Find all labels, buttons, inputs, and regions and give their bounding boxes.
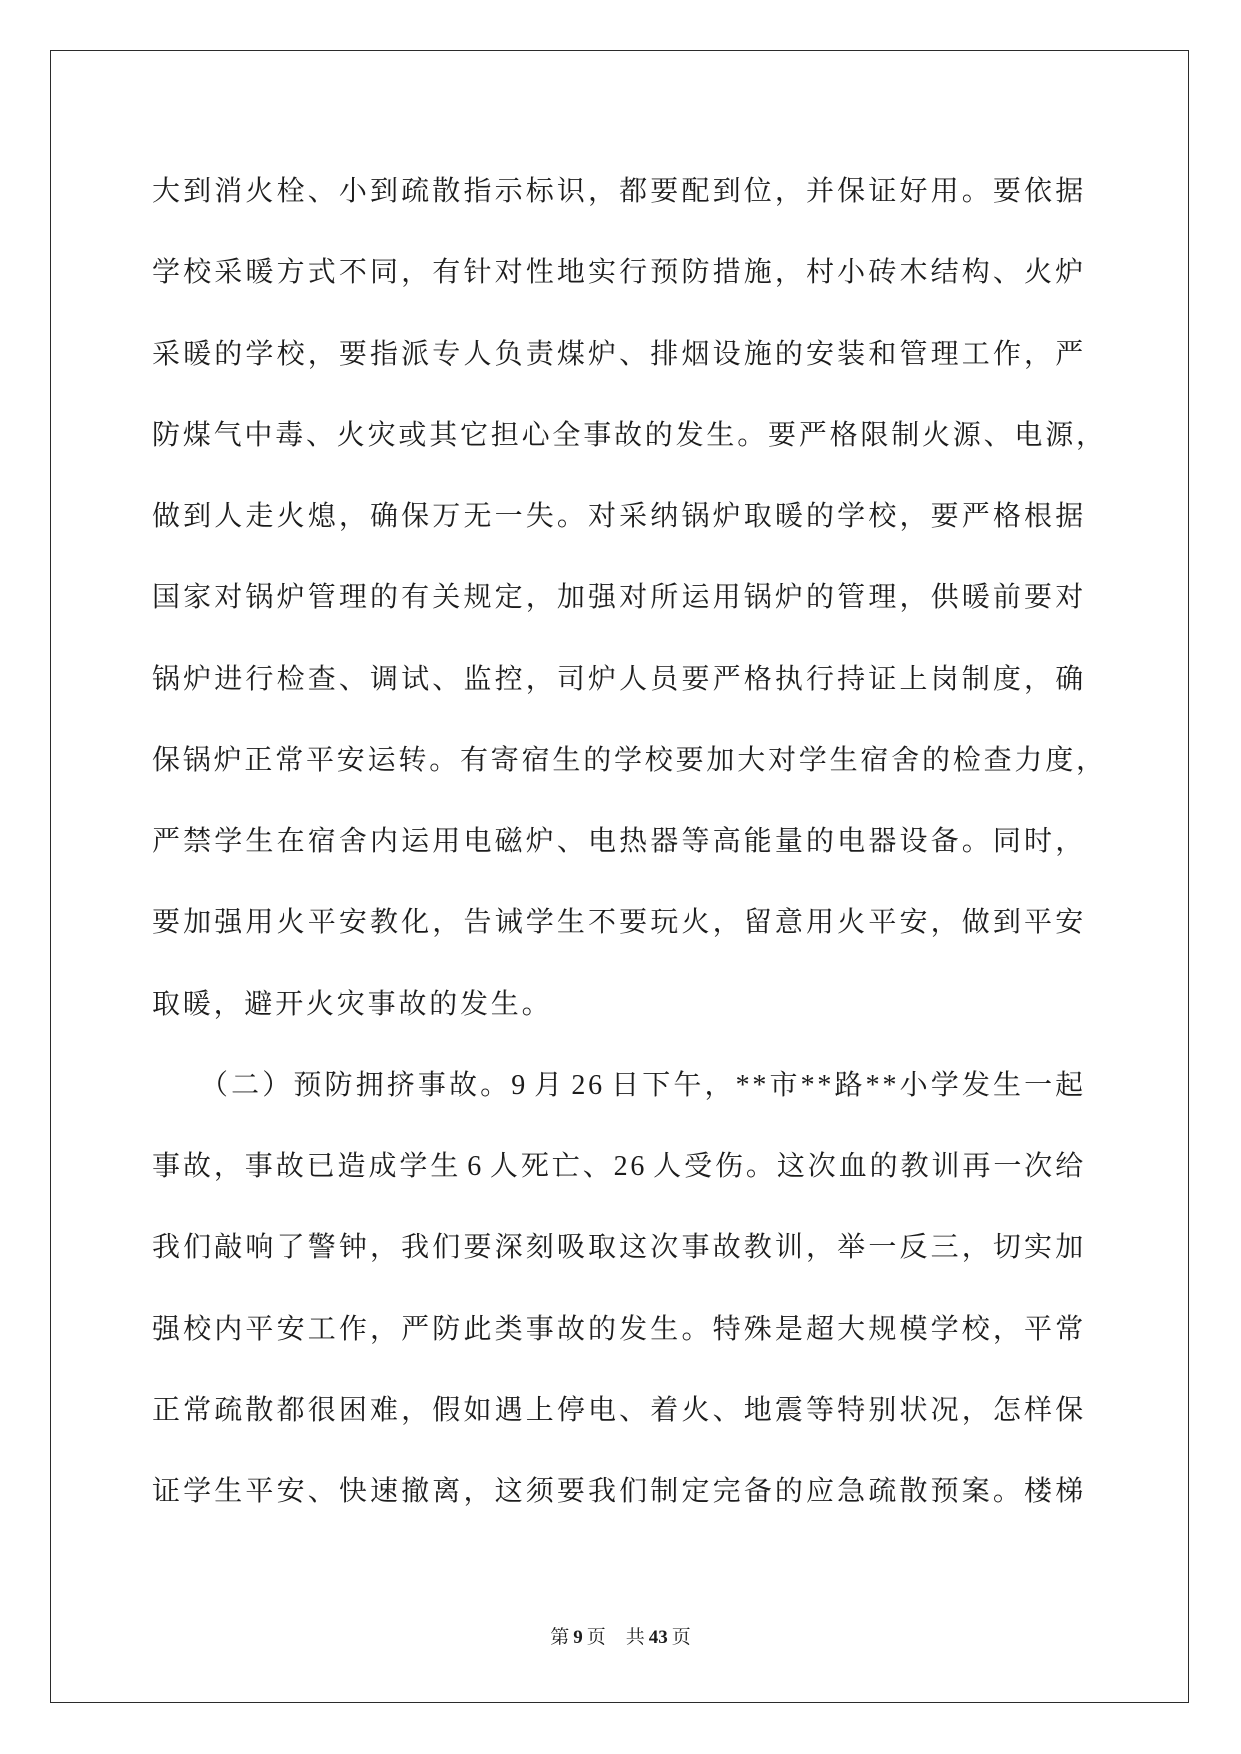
body-text <box>152 151 1107 1532</box>
total-pages: 43 <box>648 1627 668 1648</box>
text-line: 学校采暖方式不同，有针对性地实行预防措施，村小砖木结构、火炉 <box>152 257 1086 289</box>
text-line: 要加强用火平安教化，告诫学生不要玩火，留意用火平安，做到平安 <box>152 907 1086 939</box>
page-number-prefix: 第 <box>550 1627 570 1648</box>
text-line: （二）预防拥挤事故。9 月 26 日下午，**市**路**小学发生一起 <box>200 1069 1086 1101</box>
text-line: 证学生平安、快速撤离，这须要我们制定完备的应急疏散预案。楼梯 <box>152 1476 1086 1507</box>
text-line: 做到人走火熄，确保万无一失。对采纳锅炉取暖的学校，要严格根据 <box>152 501 1086 532</box>
page-footer <box>0 1626 1241 1650</box>
text-line: 事故，事故已造成学生 6 人死亡、26 人受伤。这次血的教训再一次给 <box>152 1151 1086 1182</box>
text-line: 防煤气中毒、火灾或其它担心全事故的发生。要严格限制火源、电源， <box>152 419 1107 451</box>
page-number: 9 <box>573 1627 583 1648</box>
text-line: 正常疏散都很困难，假如遇上停电、着火、地震等特别状况，怎样保 <box>152 1394 1086 1426</box>
text-line: 严禁学生在宿舍内运用电磁炉、电热器等高能量的电器设备。同时， <box>152 826 1086 857</box>
text-line: 锅炉进行检查、调试、监控，司炉人员要严格执行持证上岗制度，确 <box>152 663 1086 695</box>
text-line: 大到消火栓、小到疏散指示标识，都要配到位，并保证好用。要依据 <box>152 176 1086 207</box>
total-pages-suffix: 页 <box>671 1627 691 1648</box>
paragraph <box>152 151 1107 1045</box>
text-line: 取暖，避开火灾事故的发生。 <box>152 988 553 1020</box>
text-line: 国家对锅炉管理的有关规定，加强对所运用锅炉的管理，供暖前要对 <box>152 582 1086 614</box>
text-line: 强校内平安工作，严防此类事故的发生。特殊是超大规模学校，平常 <box>152 1313 1086 1345</box>
text-line: 采暖的学校，要指派专人负责煤炉、排烟设施的安装和管理工作，严 <box>152 338 1086 370</box>
page-number-suffix: 页 <box>586 1627 606 1648</box>
total-pages-prefix: 共 <box>625 1627 645 1648</box>
paragraph <box>152 1045 1086 1533</box>
text-line: 保锅炉正常平安运转。有寄宿生的学校要加大对学生宿舍的检查力度， <box>152 744 1107 776</box>
text-line: 我们敲响了警钟，我们要深刻吸取这次事故教训，举一反三，切实加 <box>152 1232 1086 1264</box>
